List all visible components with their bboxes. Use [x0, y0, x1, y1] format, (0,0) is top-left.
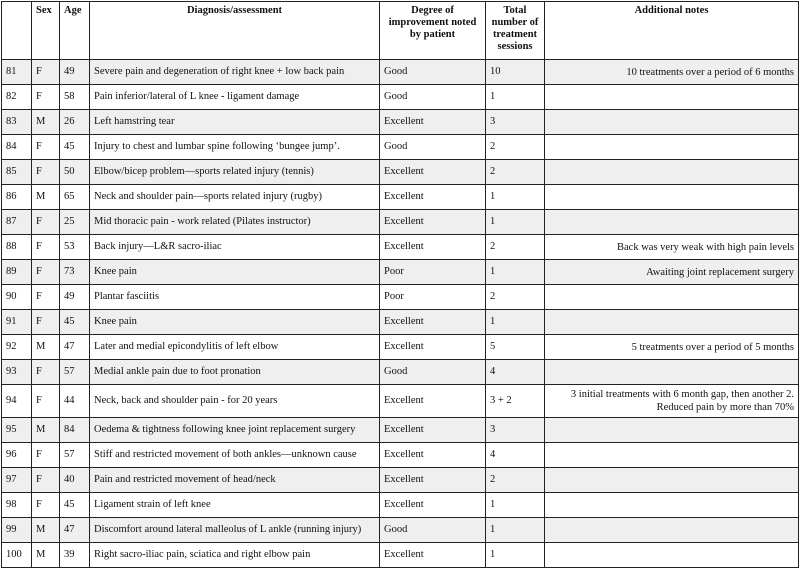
- cell-improvement: Good: [380, 135, 486, 160]
- cell-sex: F: [32, 385, 60, 418]
- cell-sessions: 1: [486, 260, 545, 285]
- cell-sex: F: [32, 285, 60, 310]
- cell-diagnosis: Medial ankle pain due to foot pronation: [90, 360, 380, 385]
- cell-sessions: 1: [486, 85, 545, 110]
- cell-id: 83: [2, 110, 32, 135]
- cell-sex: F: [32, 210, 60, 235]
- cell-sex: F: [32, 235, 60, 260]
- table-header-row: [2, 2, 799, 60]
- cell-diagnosis: Injury to chest and lumbar spine following ‘bungee jump’.: [90, 135, 380, 160]
- cell-sessions: 2: [486, 160, 545, 185]
- cell-notes: [545, 310, 799, 335]
- cell-improvement: Excellent: [380, 493, 486, 518]
- cell-age: 45: [60, 493, 90, 518]
- cell-diagnosis: Elbow/bicep problem—sports related injury (tennis): [90, 160, 380, 185]
- cell-notes: [545, 418, 799, 443]
- cell-id: 81: [2, 60, 32, 85]
- cell-notes: [545, 210, 799, 235]
- cell-improvement: Poor: [380, 285, 486, 310]
- table-row: [2, 210, 799, 235]
- header-diagnosis: Diagnosis/assessment: [90, 2, 380, 60]
- table-row: [2, 443, 799, 468]
- cell-age: 58: [60, 85, 90, 110]
- cell-age: 44: [60, 385, 90, 418]
- header-id: [2, 2, 32, 60]
- cell-sessions: 1: [486, 543, 545, 568]
- cell-sessions: 1: [486, 310, 545, 335]
- cell-id: 86: [2, 185, 32, 210]
- cell-id: 92: [2, 335, 32, 360]
- cell-improvement: Excellent: [380, 443, 486, 468]
- cell-notes: [545, 285, 799, 310]
- cell-sex: F: [32, 160, 60, 185]
- cell-notes: Back was very weak with high pain levels: [545, 235, 799, 260]
- cell-sex: F: [32, 260, 60, 285]
- cell-sex: M: [32, 185, 60, 210]
- cell-sessions: 4: [486, 360, 545, 385]
- cell-improvement: Excellent: [380, 110, 486, 135]
- cell-sex: M: [32, 543, 60, 568]
- cell-age: 49: [60, 60, 90, 85]
- cell-sessions: 2: [486, 468, 545, 493]
- cell-age: 53: [60, 235, 90, 260]
- cell-sessions: 4: [486, 443, 545, 468]
- cell-sex: F: [32, 135, 60, 160]
- cell-age: 47: [60, 335, 90, 360]
- cell-notes: [545, 135, 799, 160]
- cell-sessions: 1: [486, 185, 545, 210]
- cell-improvement: Excellent: [380, 310, 486, 335]
- cell-sex: M: [32, 518, 60, 543]
- table-row: [2, 60, 799, 85]
- table-row: [2, 235, 799, 260]
- table-row: [2, 135, 799, 160]
- cell-notes: Awaiting joint replacement surgery: [545, 260, 799, 285]
- cell-age: 65: [60, 185, 90, 210]
- cell-improvement: Excellent: [380, 543, 486, 568]
- cell-notes: [545, 543, 799, 568]
- table-row: [2, 310, 799, 335]
- cell-id: 82: [2, 85, 32, 110]
- cell-diagnosis: Right sacro-iliac pain, sciatica and right elbow pain: [90, 543, 380, 568]
- cell-age: 57: [60, 360, 90, 385]
- cell-diagnosis: Discomfort around lateral malleolus of L ankle (running injury): [90, 518, 380, 543]
- cell-diagnosis: Ligament strain of left knee: [90, 493, 380, 518]
- header-notes: Additional notes: [545, 2, 799, 60]
- cell-sessions: 5: [486, 335, 545, 360]
- cell-age: 45: [60, 310, 90, 335]
- cell-diagnosis: Later and medial epicondylitis of left elbow: [90, 335, 380, 360]
- cell-sessions: 1: [486, 493, 545, 518]
- table-row: [2, 260, 799, 285]
- cell-id: 96: [2, 443, 32, 468]
- cell-improvement: Excellent: [380, 335, 486, 360]
- cell-diagnosis: Neck and shoulder pain—sports related injury (rugby): [90, 185, 380, 210]
- cell-age: 47: [60, 518, 90, 543]
- cell-sessions: 2: [486, 135, 545, 160]
- cell-notes: [545, 160, 799, 185]
- cell-diagnosis: Knee pain: [90, 310, 380, 335]
- cell-sessions: 3 + 2: [486, 385, 545, 418]
- cell-sessions: 2: [486, 235, 545, 260]
- cell-age: 45: [60, 135, 90, 160]
- cell-age: 57: [60, 443, 90, 468]
- cell-age: 84: [60, 418, 90, 443]
- cell-id: 99: [2, 518, 32, 543]
- cell-diagnosis: Mid thoracic pain - work related (Pilates instructor): [90, 210, 380, 235]
- cell-diagnosis: Severe pain and degeneration of right knee + low back pain: [90, 60, 380, 85]
- cell-age: 40: [60, 468, 90, 493]
- cell-sex: M: [32, 110, 60, 135]
- cell-id: 93: [2, 360, 32, 385]
- cell-age: 50: [60, 160, 90, 185]
- cell-sex: F: [32, 493, 60, 518]
- cell-diagnosis: Pain inferior/lateral of L knee - ligament damage: [90, 85, 380, 110]
- cell-notes: [545, 468, 799, 493]
- cell-id: 94: [2, 385, 32, 418]
- table-row: [2, 543, 799, 568]
- cell-improvement: Excellent: [380, 185, 486, 210]
- cell-sex: F: [32, 360, 60, 385]
- cell-id: 91: [2, 310, 32, 335]
- cell-age: 49: [60, 285, 90, 310]
- table-row: [2, 360, 799, 385]
- cell-diagnosis: Oedema & tightness following knee joint replacement surgery: [90, 418, 380, 443]
- cell-notes: 3 initial treatments with 6 month gap, then another 2. Reduced pain by more than 70%: [545, 385, 799, 418]
- cell-diagnosis: Back injury—L&R sacro-iliac: [90, 235, 380, 260]
- cell-notes: [545, 493, 799, 518]
- cell-improvement: Good: [380, 360, 486, 385]
- table-row: [2, 468, 799, 493]
- cell-improvement: Excellent: [380, 385, 486, 418]
- cell-diagnosis: Plantar fasciitis: [90, 285, 380, 310]
- cell-id: 97: [2, 468, 32, 493]
- cell-age: 73: [60, 260, 90, 285]
- cell-improvement: Excellent: [380, 160, 486, 185]
- cell-notes: [545, 360, 799, 385]
- table-row: [2, 85, 799, 110]
- patient-outcomes-table: [1, 1, 799, 568]
- cell-notes: [545, 85, 799, 110]
- header-age: Age: [60, 2, 90, 60]
- table-row: [2, 185, 799, 210]
- cell-id: 88: [2, 235, 32, 260]
- cell-sessions: 3: [486, 110, 545, 135]
- cell-id: 84: [2, 135, 32, 160]
- cell-notes: [545, 185, 799, 210]
- cell-sex: M: [32, 335, 60, 360]
- cell-diagnosis: Left hamstring tear: [90, 110, 380, 135]
- table-row: [2, 285, 799, 310]
- cell-sex: F: [32, 85, 60, 110]
- table-row: [2, 385, 799, 418]
- cell-notes: [545, 110, 799, 135]
- cell-sex: M: [32, 418, 60, 443]
- cell-id: 85: [2, 160, 32, 185]
- cell-diagnosis: Knee pain: [90, 260, 380, 285]
- cell-sex: F: [32, 468, 60, 493]
- cell-sex: F: [32, 443, 60, 468]
- cell-sessions: 10: [486, 60, 545, 85]
- cell-diagnosis: Pain and restricted movement of head/neck: [90, 468, 380, 493]
- cell-notes: [545, 518, 799, 543]
- cell-age: 26: [60, 110, 90, 135]
- cell-improvement: Good: [380, 60, 486, 85]
- cell-improvement: Excellent: [380, 210, 486, 235]
- cell-sessions: 1: [486, 210, 545, 235]
- cell-id: 100: [2, 543, 32, 568]
- table-body: [2, 60, 799, 568]
- cell-notes: [545, 443, 799, 468]
- cell-diagnosis: Neck, back and shoulder pain - for 20 years: [90, 385, 380, 418]
- cell-id: 98: [2, 493, 32, 518]
- cell-id: 95: [2, 418, 32, 443]
- header-sessions: Total number of treatment sessions: [486, 2, 545, 60]
- table-row: [2, 493, 799, 518]
- cell-id: 90: [2, 285, 32, 310]
- cell-improvement: Excellent: [380, 418, 486, 443]
- cell-diagnosis: Stiff and restricted movement of both ankles—unknown cause: [90, 443, 380, 468]
- cell-sessions: 2: [486, 285, 545, 310]
- cell-notes: 10 treatments over a period of 6 months: [545, 60, 799, 85]
- cell-improvement: Poor: [380, 260, 486, 285]
- table-row: [2, 418, 799, 443]
- header-sex: Sex: [32, 2, 60, 60]
- table-row: [2, 160, 799, 185]
- cell-sex: F: [32, 310, 60, 335]
- cell-improvement: Excellent: [380, 468, 486, 493]
- cell-sex: F: [32, 60, 60, 85]
- cell-improvement: Excellent: [380, 235, 486, 260]
- cell-notes: 5 treatments over a period of 5 months: [545, 335, 799, 360]
- cell-age: 39: [60, 543, 90, 568]
- cell-sessions: 1: [486, 518, 545, 543]
- cell-improvement: Good: [380, 85, 486, 110]
- table-row: [2, 518, 799, 543]
- cell-age: 25: [60, 210, 90, 235]
- cell-id: 87: [2, 210, 32, 235]
- cell-id: 89: [2, 260, 32, 285]
- table-row: [2, 110, 799, 135]
- cell-sessions: 3: [486, 418, 545, 443]
- table-row: [2, 335, 799, 360]
- header-improvement: Degree of improvement noted by patient: [380, 2, 486, 60]
- cell-improvement: Good: [380, 518, 486, 543]
